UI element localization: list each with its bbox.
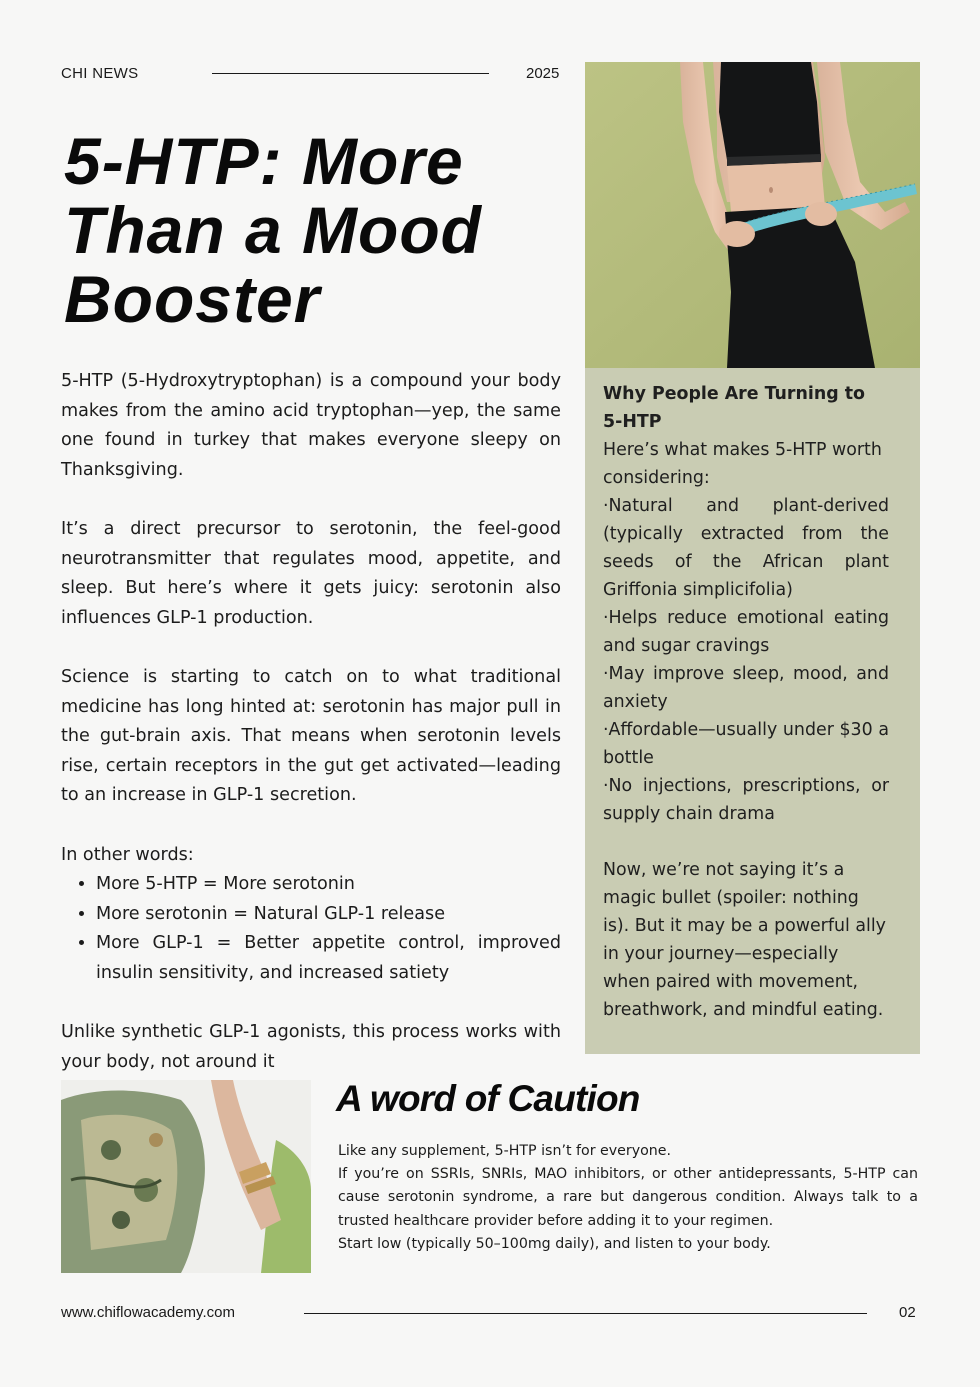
sidebar-item: ·May improve sleep, mood, and anxiety xyxy=(603,664,889,712)
body-list-intro: In other words: xyxy=(61,844,194,865)
sidebar-closing: Now, we’re not saying it’s a magic bullet (spoiler: nothing is). But it may be a powerful ally in your journey—especially when paired with movement, breathwork, and mindful eating. xyxy=(603,860,886,1020)
sidebar-why-5htp xyxy=(585,368,920,1054)
sidebar-title: Why People Are Turning to 5-HTP xyxy=(603,384,865,432)
sidebar-item: ·Affordable—usually under $30 a bottle xyxy=(603,720,889,768)
caution-line: Like any supplement, 5-HTP isn’t for everyone. xyxy=(338,1143,672,1159)
list-item: • More serotonin = Natural GLP-1 release xyxy=(96,900,561,930)
sidebar-item: ·Helps reduce emotional eating and sugar cravings xyxy=(603,608,889,656)
sidebar-spacer xyxy=(603,828,889,856)
page-title: 5-HTP: More Than a Mood Booster xyxy=(64,124,482,336)
caution-heading: A word of Caution xyxy=(336,1078,640,1119)
caution-line: If you’re on SSRIs, SNRIs, MAO inhibitors, or other antidepressants, 5-HTP can cause serotonin syndrome, a rare but dangerous condition. Always talk to a trusted healthcare provider before adding it to your regimen. xyxy=(338,1166,918,1229)
sidebar-item: ·No injections, prescriptions, or supply chain drama xyxy=(603,776,889,824)
publication-year: 2025 xyxy=(526,65,560,82)
caution-line: Start low (typically 50–100mg daily), and listen to your body. xyxy=(338,1235,771,1252)
page-number: 02 xyxy=(899,1304,916,1321)
body-paragraph-3: Science is starting to catch on to what traditional medicine has long hinted at: serotonin has major pull in the gut-brain axis. That means when serotonin levels rise, certain receptors in the gut get activated—leading to an increase in GLP-1 secretion. xyxy=(61,666,561,806)
article-body xyxy=(61,367,561,1107)
body-paragraph-1: 5-HTP (5-Hydroxytryptophan) is a compound your body makes from the amino acid tryptophan—yep, the same one found in turkey that makes everyone sleepy on Thanksgiving. xyxy=(61,371,561,480)
footer-website-link[interactable]: www.chiflowacademy.com xyxy=(61,1304,235,1321)
body-paragraph-2: It’s a direct precursor to serotonin, the feel-good neurotransmitter that regulates mood, appetite, and sleep. But here’s where it gets juicy: serotonin also influences GLP-1 production. xyxy=(61,518,561,628)
body-paragraph-5: Unlike synthetic GLP-1 agonists, this process works with your body, not around it xyxy=(61,1022,561,1072)
list-item: • More 5-HTP = More serotonin xyxy=(96,870,561,900)
sidebar-intro: Here’s what makes 5-HTP worth considering: xyxy=(603,440,882,488)
hero-image-measuring-waist xyxy=(585,62,920,368)
publication-name: CHI NEWS xyxy=(61,65,139,82)
list-item: • More GLP-1 = Better appetite control, improved insulin sensitivity, and increased satiety xyxy=(96,929,561,988)
header-divider xyxy=(212,73,489,74)
benefit-list xyxy=(61,870,561,988)
footer-divider xyxy=(304,1313,867,1314)
scarf-and-bracelet-image xyxy=(61,1080,311,1273)
sidebar-item: ·Natural and plant-derived (typically extracted from the seeds of the African plant Griffonia simplicifolia) xyxy=(603,496,889,600)
caution-text xyxy=(338,1140,918,1256)
